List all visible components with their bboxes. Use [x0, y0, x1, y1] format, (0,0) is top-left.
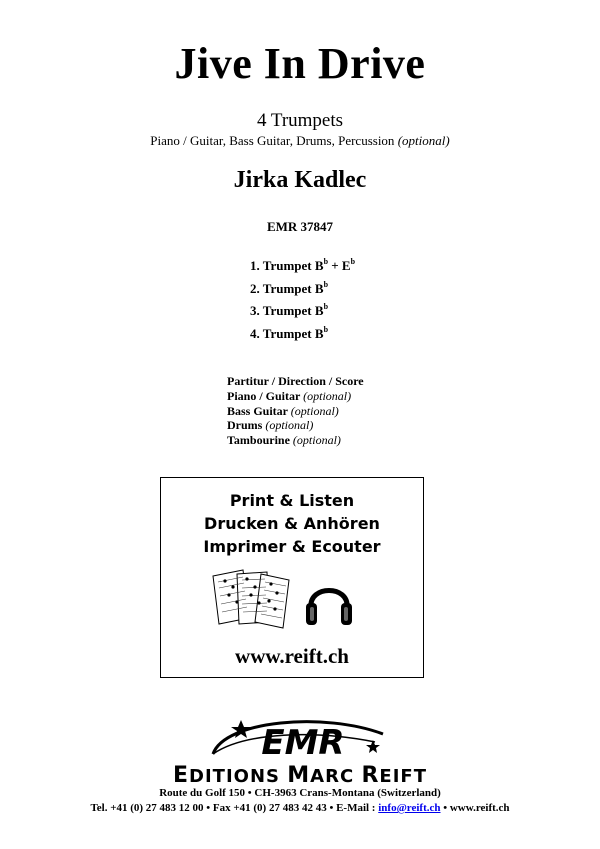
email-link[interactable]: info@reift.ch: [378, 802, 441, 814]
optional-note: (optional): [397, 133, 450, 148]
logo-text: EMR: [261, 723, 345, 763]
promo-line: Imprimer & Ecouter: [203, 537, 381, 556]
score-item: Bass Guitar (optional): [227, 403, 339, 418]
emr-logo: [205, 712, 395, 764]
title: Jive In Drive: [174, 39, 426, 88]
score-list: [227, 374, 364, 448]
score-item: Partitur / Direction / Score: [227, 374, 364, 388]
part-item: 1. Trumpet $B^b + E^b$: [250, 257, 356, 273]
subtitle: 4 Trumpets: [256, 110, 344, 131]
promo-lines: [161, 489, 423, 558]
promo-line: Drucken & Anhören: [204, 514, 380, 533]
instrumentation: [0, 133, 600, 149]
publisher-address: Route du Golf 150 • CH-3963 Crans-Montana (Switzerland): [159, 787, 441, 799]
catalog-number: EMR 37847: [266, 219, 334, 234]
publisher-contact: Tel. +41 (0) 27 483 12 00 • Fax +41 (0) 27 483 42 43 • E-Mail : info@reift.ch • www.reift.ch: [90, 802, 510, 814]
composer: Jirka Kadlec: [233, 167, 367, 193]
part-item: 2. Trumpet $B^b$: [250, 279, 329, 296]
headphones-icon: [303, 573, 355, 629]
score-item: Piano / Guitar (optional): [227, 388, 352, 403]
score-item: Drums (optional): [227, 418, 314, 433]
promo-url: www.reift.ch: [235, 644, 349, 668]
score-item: Tambourine (optional): [227, 433, 341, 448]
publisher-name: EDITIONS MARC REIFT: [173, 763, 427, 788]
part-item: 3. Trumpet $B^b$: [250, 302, 329, 318]
instrumentation-text: Piano / Guitar, Bass Guitar, Drums, Percussion: [150, 133, 395, 148]
promo-line: Print & Listen: [229, 491, 355, 510]
parts-list: [250, 255, 355, 345]
print-listen-box: [160, 477, 424, 678]
sheet-music-icon: [209, 568, 295, 630]
part-item: 4. Trumpet $B^b$: [250, 324, 329, 341]
